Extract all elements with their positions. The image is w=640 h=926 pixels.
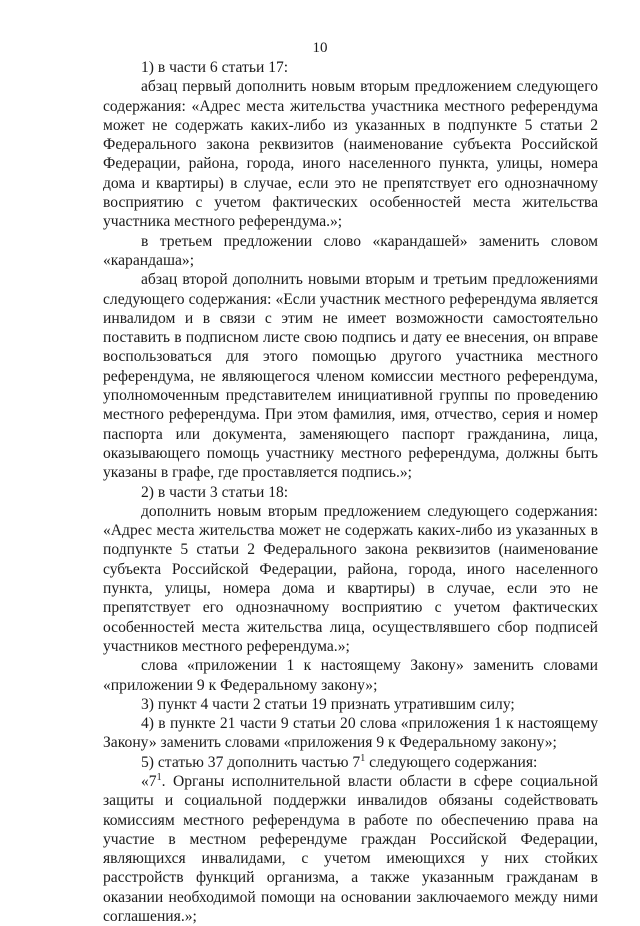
paragraph-10-text-end: следующего содержания: [365, 753, 538, 771]
paragraph-7: слова «приложении 1 к настоящему Закону» заменить словами «приложении 9 к Федеральному закону»; [103, 657, 598, 694]
paragraph-10 [103, 753, 598, 772]
paragraph-6: дополнить новым вторым предложением следующего содержания: «Адрес места жительства может не содержать каких-либо из указанных в подпункте 5 статьи 2 Федерального закона реквизитов (наименование субъекта Российской Федерации, района, города, иного населенного пункта, улицы, номера дома и квартиры) в случае, если это не препятствует его однозначному восприятию с учетом фактических особенностей места жительства лица, осуществлявшего сбор подписей участников местного референдума.»; [103, 502, 598, 655]
paragraph-8: 3) пункт 4 части 2 статьи 19 признать утратившим силу; [141, 695, 515, 713]
paragraph-5: 2) в части 3 статьи 18: [141, 483, 289, 501]
document-body [103, 58, 598, 926]
superscript: 1 [360, 752, 366, 764]
paragraph-3: в третьем предложении слово «карандашей» заменить словом «карандаша»; [103, 232, 598, 269]
paragraph-1: 1) в части 6 статьи 17: [141, 59, 289, 76]
page-number: 10 [312, 40, 328, 56]
paragraph-10-text: 5) статью 37 дополнить частью 7 [141, 753, 361, 771]
paragraph-11-text-end: . Органы исполнительной власти области в сфере социальной защиты и социальной поддержки инвалидов обязаны содействовать комиссиям местного референдума в работе по обеспечению права на участие в местном референдуме граждан Российской Федерации, являющихся инвалидами, с учетом имеющихся у них стойких расстройств функций организма, а также указанным гражданам в оказании необходимой помощи на основании заключаемого между ними соглашения.»; [103, 772, 598, 926]
paragraph-11-text: «7 [141, 772, 157, 790]
superscript: 1 [156, 771, 162, 783]
paragraph-11 [103, 772, 598, 926]
paragraph-9: 4) в пункте 21 части 9 статьи 20 слова «приложения 1 к настоящему Закону» заменить словами «приложения 9 к Федеральному закону»; [103, 715, 598, 752]
paragraph-2: абзац первый дополнить новым вторым предложением следующего содержания: «Адрес места жительства участника местного референдума может не содержать каких-либо из указанных в подпункте 5 статьи 2 Федерального закона реквизитов (наименование субъекта Российской Федерации, района, города, иного населенного пункта, улицы, номера дома и квартиры) в случае, если это не препятствует его однозначному восприятию с учетом фактических особенностей места жительства участника местного референдума.»; [103, 78, 598, 231]
paragraph-4: абзац второй дополнить новыми вторым и третьим предложениями следующего содержания: «Если участник местного референдума является инвалидом и в связи с этим не имеет возможности самостоятельно поставить в подписном листе свою подпись и дату ее внесения, он вправе воспользоваться для этого помощью другого участника местного референдума, не являющегося членом комиссии местного референдума, уполномоченным представителем инициативной группы по проведению местного референдума. При этом фамилия, имя, отчество, серия и номер паспорта или документа, заменяющего паспорт гражданина, лица, оказывающего помощь участнику местного референдума, должны быть указаны в графе, где проставляется подпись.»; [103, 271, 598, 482]
